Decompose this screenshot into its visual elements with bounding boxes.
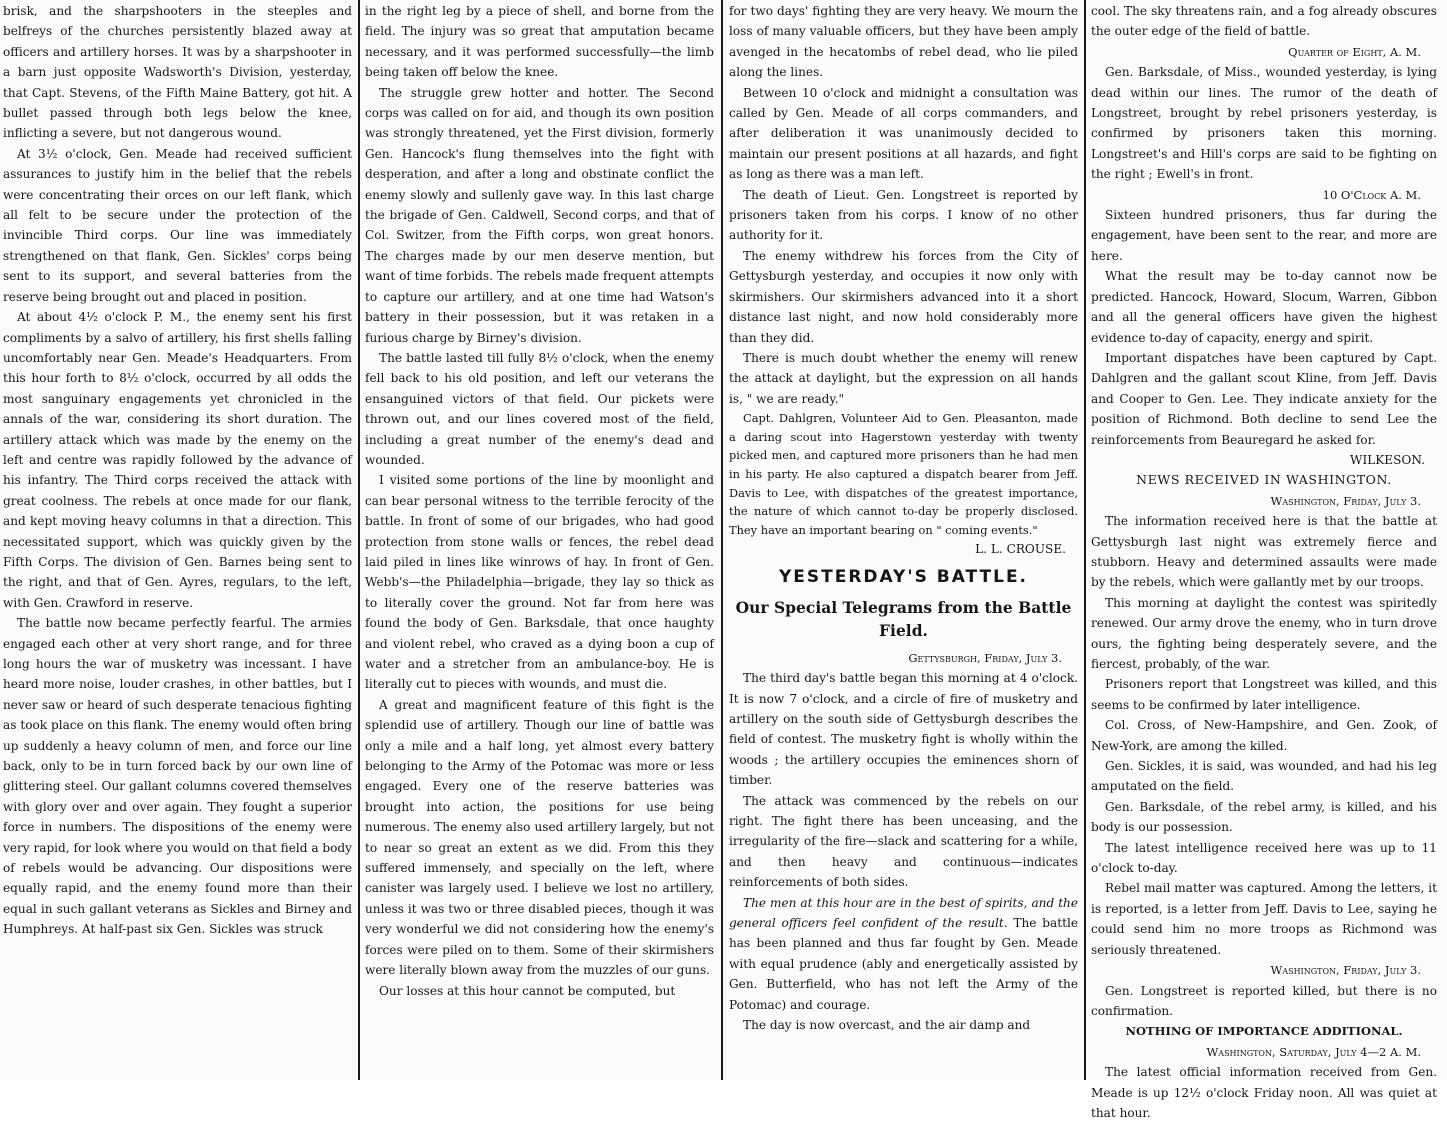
paragraph: Gen. Barksdale, of Miss., wounded yesterday, is lying dead within our lines. The rumor of the death of Longstreet, brought by rebel prisoners yesterday, is confirmed by prisoners taken this morning. Longstreet's and Hill's corps are said to be fighting on the right ; Ewell's in front. [1091, 65, 1437, 182]
section-heading: NOTHING OF IMPORTANCE ADDITIONAL. [1125, 1024, 1403, 1039]
dateline: Washington, Friday, July 3. [1270, 493, 1421, 508]
paragraph: Gen. Sickles, it is said, was wounded, and had his leg amputated on the field. [1091, 759, 1437, 794]
paragraph: There is much doubt whether the enemy will renew the attack at daylight, but the expression on all hands is, " we are ready." [729, 350, 1078, 406]
column-1 [3, 0, 352, 1080]
paragraph: The death of Lieut. Gen. Longstreet is reported by prisoners taken from his corps. I know of no other authority for it. [729, 187, 1078, 243]
headline: YESTERDAY'S BATTLE. [778, 566, 1029, 587]
column-rule [1084, 0, 1086, 1080]
paragraph: The day is now overcast, and the air damp and [743, 1018, 1031, 1032]
paragraph: Important dispatches have been captured by Capt. Dahlgren and the gallant scout Kline, from Jeff. Davis and Cooper to Gen. Lee. They indicate anxiety for the position of Richmond. Both decline to send Lee the reinforcements from Beauregard he asked for. [1091, 350, 1437, 447]
paragraph-continuation: The battle has been planned and thus far fought by Gen. Meade with equal prudence (ably and energetically assisted by Gen. Butterfield, who has not left the Army of the Potomac) and courage. [729, 915, 1078, 1012]
dateline: Gettysburgh, Friday, July 3. [908, 650, 1062, 665]
column-3 [729, 0, 1078, 1080]
column-rule [721, 0, 723, 1080]
signature: L. L. CROUSE. [975, 542, 1066, 557]
paragraph: Gen. Barksdale, of the rebel army, is killed, and his body is our possession. [1091, 799, 1437, 835]
paragraph: The information received here is that the battle at Gettysburgh last night was extremely fierce and stubborn. Heavy and determined assaults were made by the rebels, which were gallantly met by our troops. [1091, 514, 1437, 590]
paragraph: At about 4½ o'clock P. M., the enemy sent his first compliments by a salvo of artillery, his first shells falling uncomfortably near Gen. Meade's Headquarters. From this hour forth to 8½ o'clock, occurred by all odds the most sanguinary engagements yet chronicled in the annals of the war, considering its short duration. The artillery attack which was made by the enemy on the left and centre was rapidly followed by the advance of his infantry. The Third corps received the attack with great coolness. The rebels at once made for our flank, and kept moving heavy columns in that a direction. This necessitated support, which was quickly given by the Fifth Corps. The division of Gen. Barnes being sent to the right, and that of Gen. Ayres, regulars, to the left, with Gen. Crawford in reserve. [3, 310, 352, 610]
paragraph: The attack was commenced by the rebels on our right. The fight there has been unceasing, and the irregularity of the fire—slack and scattering for a while, and then heavy and continuous—indicates reinforcements of both sides. [729, 793, 1078, 890]
dateline: Washington, Saturday, July 4—2 A. M. [1206, 1044, 1421, 1059]
paragraph: At 3½ o'clock, Gen. Meade had received sufficient assurances to justify him in the belief that the rebels were concentrating their orces on our left flank, which all felt to be secure under the protection of the invincible Third corps. Our line was immediately strengthened on that flank, Gen. Sickles' corps being sent to its support, and several batteries from the reserve being brought out and placed in position. [3, 146, 352, 304]
paragraph: Our losses at this hour cannot be computed, but [379, 983, 676, 998]
paragraph: for two days' fighting they are very heavy. We mourn the loss of many valuable officers, but they have been amply avenged in the hecatombs of rebel dead, who lie piled along the lines. [729, 4, 1078, 80]
signature: WILKESON. [1350, 452, 1425, 467]
paragraph: The third day's battle began this morning at 4 o'clock. It is now 7 o'clock, and a circle of fire of musketry and artillery on the south side of Gettysburgh describes the field of contest. The musketry fight is wholly within the woods ; the artillery occupies the eminences shorn of timber. [729, 671, 1078, 788]
paragraph: Rebel mail matter was captured. Among the letters, it is reported, is a letter from Jeff. Davis to Lee, saying he could send him no more troops as Richmond was seriously threatened. [1091, 881, 1437, 957]
paragraph: The battle lasted till fully 8½ o'clock, when the enemy fell back to his old position, and left our veterans the ensanguined victors of that field. Our pickets were thrown out, and our lines covered most of the field, including a great number of the enemy's dead and wounded. [365, 350, 714, 467]
timestamp: Quarter of Eight, A. M. [1288, 44, 1421, 59]
paragraph: Between 10 o'clock and midnight a consultation was called by Gen. Meade of all corps commanders, and after deliberation it was unanimously decided to maintain our present positions at all hazards, and fight as long as there was a man left. [729, 85, 1078, 182]
paragraph: cool. The sky threatens rain, and a fog already obscures the outer edge of the field of battle. [1091, 4, 1437, 39]
paragraph: The enemy withdrew his forces from the City of Gettysburgh yesterday, and occupies it now only with skirmishers. Our skirmishers advanced into it a short distance last night, and now hold considerably more than they did. [729, 248, 1078, 345]
paragraph [729, 893, 1078, 1015]
paragraph: What the result may be to-day cannot now be predicted. Hancock, Howard, Slocum, Warren, Gibbon and all the general officers have given the highest evidence to-day of capacity, energy and spirit. [1091, 269, 1437, 345]
paragraph: brisk, and the sharpshooters in the steeples and belfreys of the churches persistently blazed away at officers and artillery horses. It was by a sharpshooter in a barn just opposite Wadsworth's Division, yesterday, that Capt. Stevens, of the Fifth Maine Battery, got hit. A bullet passed through both legs below the knee, inflicting a severe, but not dangerous wound. [3, 4, 352, 141]
paragraph: Prisoners report that Longstreet was killed, and this seems to be confirmed by later intelligence. [1091, 677, 1437, 712]
paragraph: Sixteen hundred prisoners, thus far during the engagement, have been sent to the rear, and more are here. [1091, 208, 1437, 263]
paragraph: The struggle grew hotter and hotter. The Second corps was called on for aid, and though its own position was strongly threatened, yet the First division, formerly Gen. Hancock's flung themselves into the fight with desperation, and after a long and obstinate conflict the enemy slowly and sullenly gave way. In this last charge the brigade of Gen. Caldwell, Second corps, and that of Col. Switzer, from the Fifth corps, won great honors. The charges made by our men deserve mention, but want of time forbids. The rebels made frequent attempts to capture our artillery, and at one time had Watson's battery in their possession, but it was retaken in a furious charge by Birney's division. [365, 85, 714, 345]
paragraph: A great and magnificent feature of this fight is the splendid use of artillery. Though our line of battle was only a mile and a half long, yet almost every battery belonging to the Army of the Potomac was more or less engaged. Every one of the reserve batteries was brought into action, the positions for use being numerous. The enemy also used artillery largely, but not to near so great an extent as we did. From this they suffered immensely, and specially on the left, where canister was largely used. I believe we lost no artillery, unless it was two or three disabled pieces, though it was very wonderful we did not considering how the enemy's forces were piled on to them. Some of their skirmishers were literally blown away from the muzzles of our guns. [365, 697, 714, 978]
column-4 [1091, 0, 1437, 1120]
paragraph: Col. Cross, of New-Hampshire, and Gen. Zook, of New-York, are among the killed. [1091, 718, 1437, 753]
timestamp: 10 O'Clock A. M. [1322, 187, 1421, 202]
column-2 [365, 0, 714, 1080]
italic-note: The men at this hour are in the best of spirits, and the general officers feel confident of the result. [729, 895, 1078, 930]
subheadline: Our Special Telegrams from the Battle Field. [735, 597, 1072, 640]
paragraph: Gen. Longstreet is reported killed, but there is no confirmation. [1091, 983, 1437, 1018]
paragraph: The battle now became perfectly fearful. The armies engaged each other at very short range, and for three long hours the war of musketry was incessant. I have heard more noise, louder crashes, in other battles, but I never saw or heard of such desperate tenacious fighting as took place on this flank. The enemy would often bring up suddenly a heavy column of men, and force our line back, only to be in turn forced back by our own line of glittering steel. Our gallant columns covered themselves with glory over and over again. They fought a superior force in numbers. The dispositions of the enemy were very rapid, for look where you would on that field a body of rebels would be advancing. Our dispositions were equally rapid, and the enemy found more than their equal in such gallant veterans as Sickles and Birney and Humphreys. At half-past six Gen. Sickles was struck [3, 616, 352, 937]
paragraph: The latest intelligence received here was up to 11 o'clock to-day. [1091, 840, 1437, 876]
column-rule [358, 0, 360, 1080]
paragraph: Capt. Dahlgren, Volunteer Aid to Gen. Pleasanton, made a daring scout into Hagerstown yesterday with twenty picked men, and captured more prisoners than he had men in his party. He also captured a dispatch bearer from Jeff. Davis to Lee, with dispatches of the greatest importance, the nature of which cannot to-day be properly disclosed. They have an important bearing on " coming events." [729, 411, 1078, 537]
section-heading: NEWS RECEIVED IN WASHINGTON. [1136, 472, 1392, 488]
paragraph: This morning at daylight the contest was spiritedly renewed. Our army drove the enemy, who in turn drove ours, the fighting being desperately severe, and the fiercest, probably, of the war. [1091, 595, 1437, 671]
paragraph: in the right leg by a piece of shell, and borne from the field. The injury was so great that amputation became necessary, and it was performed successfully—the limb being taken off below the knee. [365, 4, 714, 80]
paragraph: I visited some portions of the line by moonlight and can bear personal witness to the terrible ferocity of the battle. In front of some of our brigades, who had good protection from stone walls or fences, the rebel dead laid piled in lines like winrows of hay. In front of Gen. Webb's—the Philadelphia—brigade, they lay so thick as to literally cover the ground. Not far from here was found the body of Gen. Barksdale, that once haughty and violent rebel, who craved as a dying boon a cup of water and a stretcher from an ambulance-boy. He is literally cut to pieces with wounds, and must die. [365, 473, 714, 692]
dateline: Washington, Friday, July 3. [1270, 963, 1421, 978]
paragraph: The latest official information received from Gen. Meade is up 12½ o'clock Friday noon. All was quiet at that hour. [1091, 1065, 1437, 1120]
